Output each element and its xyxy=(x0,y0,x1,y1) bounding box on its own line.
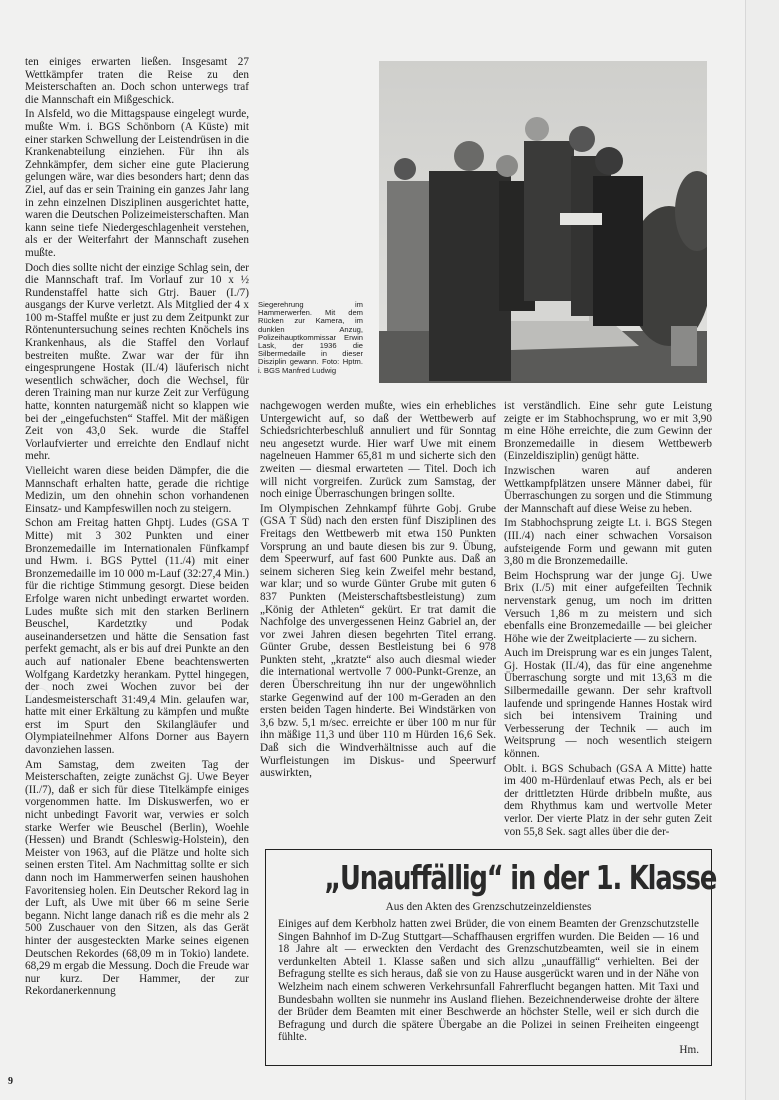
paragraph: Doch dies sollte nicht der einzige Schlag sein, der die Mannschaft traf. Im Vorlauf zur 10 x ½ Rundenstaffel hatte sich Gtrj. Bauer (I./7) ausgangs der Kurve verletzt. Als Mitglied der 4 x 100 m-Staffel mußte er just zu dem Zeitpunkt zur Röntenuntersuchung seines rechten Knöchels ins Krankenhaus, als die Staffel den Vorlauf bestreiten mußte. Zwar war der für ihn eingesprungene Hostak (II./4) läuferisch nicht wesentlich schwächer, doch die Wechsel, für deren Training man nur kurze Zeit zur Verfügung hatte, konnten naturgemäß nicht so klappen wie bei der „eingefuchsten“ Staffel. Mit der mäßigen Zeit von 43,0 Sek. wurde die Staffel Vorlaufvierter und erreichte den Endlauf nicht mehr. xyxy=(25,261,249,463)
sidebar-article-box xyxy=(265,849,717,1066)
page-number: 9 xyxy=(8,1076,13,1087)
right-column xyxy=(504,400,712,840)
paragraph: nachgewogen werden mußte, wies ein erhebliches Untergewicht auf, so daß der Wettbewerb auf Schiedsrichterbeschluß annuliert und für Sonntag neu angesetzt wurde. Hier warf Uwe mit einem nagelneuen Hammer 65,81 m und sicherte sich den zweiten — diesmal erwarteten — Titel. Doch ich will nicht vorgreifen. Zurück zum Samstag, der noch einige Überraschungen bringen sollte. xyxy=(260,400,496,501)
box-text: Einiges auf dem Kerbholz hatten zwei Brüder, die von einem Beamten der Grenzschutzstelle Singen Bahnhof im D-Zug Stuttgart—Schaffhausen ergriffen wurden. Die Beiden — 16 und 18 Jahre alt — erweckten den Verdacht des Grenzschutzbeamten, weil sie in einem verdunkelten Abteil 1. Klasse saßen und sich allzu „unauffällig“ verhielten. Bei der Befragung stellte es sich heraus, daß sie von zu Hause ausgerückt waren und in der Nähe von Welzheim nach einem schweren Verkehrsunfall Fahrerflucht begangen hatten. Mit Taxi und Bundesbahn wollten sie nunmehr ins Ausland fliehen. Bezeichnenderweise drohte der ältere der Brüder dem Beamten mit einer Beschwerde an höchster Stelle, weil er sich durch die Befragung und durch die spätere Übergabe an die Polizei in seinen Freiheiten eingeengt fühlte. xyxy=(278,918,699,1044)
award-ceremony-photo xyxy=(379,61,707,383)
box-headline: „Unauffällig“ in der 1. Klasse xyxy=(324,858,717,897)
middle-column xyxy=(260,400,496,782)
paragraph: ten einiges erwarten ließen. Insgesamt 27 Wettkämpfer traten die Reise zu den Meisterschaften an. Doch schon unterwegs traf die Mannschaft ein Mißgeschick. xyxy=(25,56,249,106)
paragraph: Beim Hochsprung war der junge Gj. Uwe Brix (I./5) mit einer aufgefeilten Technik nervenstark genug, um noch im dritten Versuch 1,86 m zu meistern und sich ebenfalls eine Bronzemedaille — bei gleicher Höhe wie der Zweitplacierte — zu sichern. xyxy=(504,569,712,645)
box-body xyxy=(278,918,699,1057)
paragraph: ist verständlich. Eine sehr gute Leistung zeigte er im Stabhochsprung, wo er mit 3,90 m eine Höhe erreichte, die zum Gewinn der Bronzemedaille in diesem Wettbewerb (Einzeldisziplin) genügt hätte. xyxy=(504,400,712,463)
left-column xyxy=(25,56,249,1000)
paragraph: Auch im Dreisprung war es ein junges Talent, Gj. Hostak (II./4), das für eine angenehme Überraschung sorgte und mit 13,63 m die Silbermedaille gewann. Der sehr kraftvoll laufende und springende Hannes Hostak wird sich bei intensivem Training und Verbesserung der Technik — auch im Weitsprung — noch wesentlich steigern können. xyxy=(504,647,712,761)
paragraph: Im Olympischen Zehnkampf führte Gobj. Grube (GSA T Süd) nach den ersten fünf Disziplinen des Freitags den Wettbewerb mit etwa 150 Punkten Vorsprung an und baute diesen bis zur 9. Übung, dem Speerwurf, auf fast 600 Punkte aus. Daß an seinem sicheren Sieg kein Zweifel mehr bestand, war klar; und so wurde Günter Grube mit guten 6 837 Punkten (Meisterschaftsbestleistung) zum „König der Athleten“ gekürt. Er trat damit die Nachfolge des unvergessenen Heinz Gabriel an, der vor zwei Jahren diesen begehrten Titel errang. Günter Grube, dessen Bestleistung bei 6 978 Punkten steht, „kratzte“ also auch diesmal wieder die international wertvolle 7 000-Punkt-Grenze, an deren Überschreitung ihn nur der ungewöhnlich starke Gegenwind auf der 100 m-Geraden an den ersten beiden Tagen hinderte. Bei Windstärken von 3,6 bzw. 5,1 m/sec. erreichte er über 100 m nur für ihn mäßige 11,3 und über 110 m Hürden 16,6 Sek. Daß sich die Windverhältnisse auch auf die Wurfleistungen im Diskus- und Speerwurf auswirkten, xyxy=(260,502,496,780)
paragraph: Schon am Freitag hatten Ghptj. Ludes (GSA T Mitte) mit 3 302 Punkten und einer Bronzemedaille im Internationalen Fünfkampf und Hwm. i. BGS Pyttel (11./4) mit einer Bronzemedaille im 10 000 m-Lauf (32:27,4 Min.) für die richtige Stimmung gesorgt. Diese beiden Erfolge waren nicht unbedingt erwartet worden. Ludes mußte sich mit den starken Berlinern Beuschel, Kardetztky und Podak auseinandersetzen und hätte die Sensation fast perfekt gemacht, als er bis auf drei Punkte an den auch auf nationaler Ebene beachtenswerten Wolfgang Kardetzky herankam. Pyttel hingegen, der noch zwei Wochen zuvor bei der Landesmeisterschaft 31:49,4 Min. gelaufen war, hatte mit einer Erkältung zu kämpfen und mußte erst im Spurt den Skilangläufer und Olympiateilnehmer Alfons Dorner aus Bayern davonziehen lassen. xyxy=(25,517,249,757)
paragraph: Oblt. i. BGS Schubach (GSA A Mitte) hatte im 400 m-Hürdenlauf etwas Pech, als er bei der drittletzten Hürde dribbeln mußte, aus dem Rhythmus kam und wertvolle Meter verlor. Der vierte Platz in der sehr guten Zeit von 55,8 Sek. sagt alles über die der- xyxy=(504,762,712,838)
box-subtitle: Aus den Akten des Grenzschutzeinzeldienstes xyxy=(385,901,592,913)
paragraph: Am Samstag, dem zweiten Tag der Meisterschaften, zeigte zunächst Gj. Uwe Beyer (II./7), daß er sich für diese Titelkämpfe einiges vorgenommen hatte. Im Diskuswerfen, wo er nicht unbedingt Favorit war, verwies er solch starke Werfer wie Beuschel (Berlin), Woehle (Hessen) und Brandt (Schleswig-Holstein), den Meister von 1963, auf die Plätze und holte sich seinen ersten Titel. Am Nachmittag sollte er sich dann noch im Hammerwerfen seinen haushohen Favoritensieg holen. Ein Deutscher Rekord lag in der Luft, als Uwe mit über 66 m seine Serie begann. Nicht lange danach riß es die mehr als 2 500 Zuschauer von den Sitzen, als das Gerät hinter der ausgesteckten Marke seines eigenen Deutschen Rekordes (68,09 m in Tokio) landete. 68,29 m ergab die Messung. Doch die Freude war nur kurz. Der Hammer, der zur Rekordanerkennung xyxy=(25,758,249,998)
author-signature: Hm. xyxy=(679,1043,699,1056)
paragraph: Im Stabhochsprung zeigte Lt. i. BGS Stegen (III./4) nach einer schwachen Vorsaison aufsteigende Form und gewann mit guten 3,80 m die Bronzemedaille. xyxy=(504,517,712,568)
paragraph: Vielleicht waren diese beiden Dämpfer, die die Mannschaft erhalten hatte, gerade die richtige Medizin, um den ohnehin schon vorhandenen Einsatz- und Kampfeswillen noch zu steigern. xyxy=(25,465,249,515)
photo-caption: Siegerehrung im Hammerwerfen. Mit dem Rücken zur Kamera, im dunklen Anzug, Polizeihauptkommissar Erwin Lask, der 1936 die Silbermedaille in dieser Disziplin gewann. Foto: Hptm. i. BGS Manfred Ludwig xyxy=(258,300,363,375)
paragraph: In Alsfeld, wo die Mittagspause eingelegt wurde, mußte Wm. i. BGS Schönborn (A Küste) mit einer starken Schwellung der Leistendrüsen in die Krankenabteilung einziehen. Für ihn als Zehnkämpfer, dem sicher eine gute Placierung gelungen wäre, war dies besonders hart; denn das Ziel, auf das er sein Training ein ganzes Jahr lang in zehn einzelnen Disziplinen ausgerichtet hatte, waren die Deutschen Polizeimeisterschaften. Man kann seine tiefe Niedergeschlagenheit verstehen, als er der Weiterfahrt der Mannschaft zusehen mußte. xyxy=(25,108,249,259)
paragraph: Inzwischen waren auf anderen Wettkampfplätzen unsere Männer dabei, für Überraschungen zu sorgen und die Stimmung der Mannschaft auf diese Weise zu heben. xyxy=(504,464,712,515)
